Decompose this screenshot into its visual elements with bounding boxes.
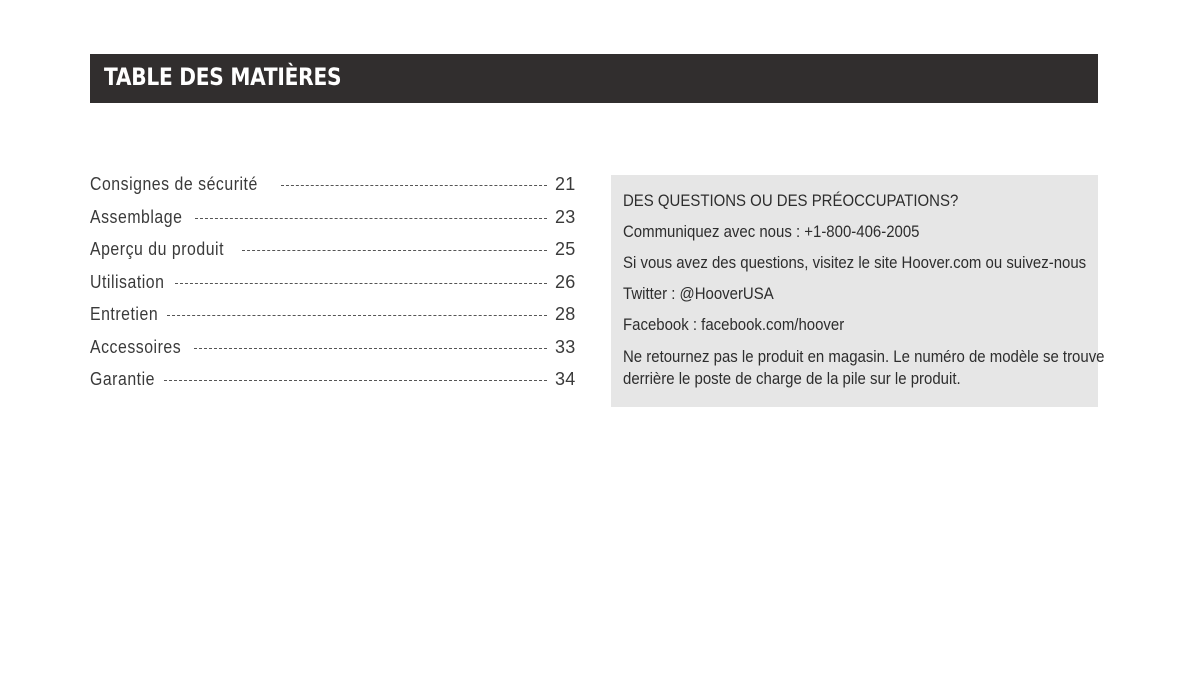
toc-item[interactable] [90,369,575,402]
toc-leader [175,283,547,284]
toc-item-label: Assemblage [90,206,183,227]
toc-item-page: 23 [555,206,576,227]
toc-item-label: Accessoires [90,336,182,357]
toc-item[interactable] [90,304,575,337]
toc-item[interactable] [90,239,575,272]
contact-website: Si vous avez des questions, visitez le site Hoover.com ou suivez-nous [623,253,1087,272]
page-title: TABLE DES MATIÈRES [104,63,342,91]
toc-leader [164,380,547,381]
contact-twitter: Twitter : @HooverUSA [623,284,774,303]
toc-leader [167,315,547,316]
toc-leader [242,250,547,251]
toc-item-page: 34 [555,369,576,389]
section-header [90,54,1098,103]
toc-item-label: Entretien [90,304,159,324]
toc-item-page: 26 [555,271,576,292]
table-of-contents [90,174,575,402]
toc-item-page: 25 [555,239,576,259]
contact-info-content [623,191,1105,390]
toc-item-label: Consignes de sécurité [90,174,258,194]
toc-item-label: Garantie [90,369,155,389]
toc-item[interactable] [90,174,575,207]
contact-info-box [611,175,1105,407]
return-note-line-1: Ne retournez pas le produit en magasin. Le numéro de modèle se trouve [623,347,1105,366]
toc-item-label: Utilisation [90,271,165,292]
toc-item-label: Aperçu du produit [90,239,225,259]
toc-leader [194,348,547,349]
toc-item[interactable] [90,272,575,305]
toc-item[interactable] [90,337,575,370]
toc-leader [195,218,547,219]
toc-item-page: 21 [555,174,576,194]
contact-heading: DES QUESTIONS OU DES PRÉOCCUPATIONS? [623,191,959,210]
contact-facebook: Facebook : facebook.com/hoover [623,315,845,334]
toc-item[interactable] [90,207,575,240]
toc-item-page: 28 [555,304,576,324]
toc-item-page: 33 [555,336,576,357]
contact-phone: Communiquez avec nous : +1-800-406-2005 [623,222,920,241]
return-note-line-2: derrière le poste de charge de la pile sur le produit. [623,369,961,388]
toc-leader [281,185,547,186]
